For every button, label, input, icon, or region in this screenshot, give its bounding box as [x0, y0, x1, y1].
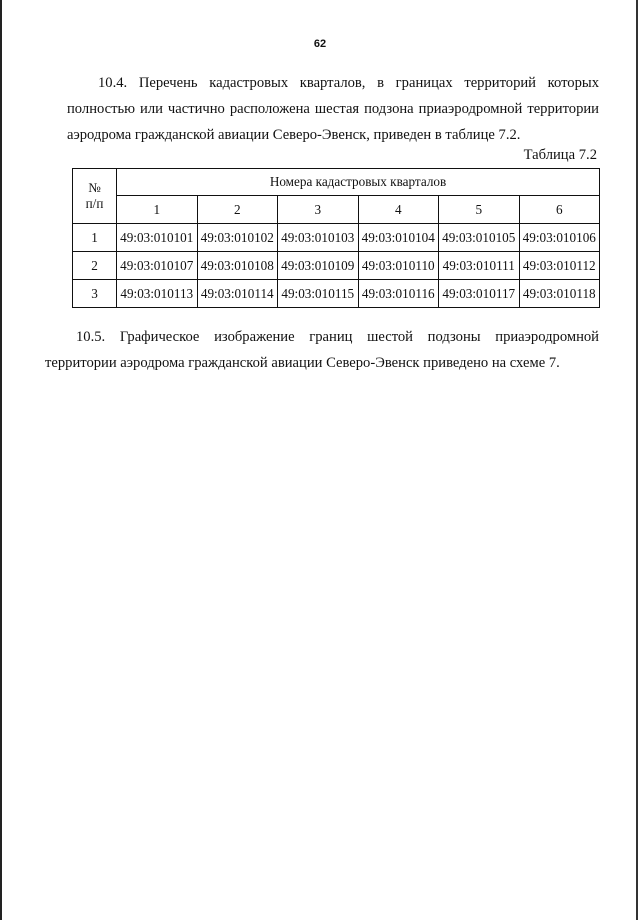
row-number: 3	[73, 280, 117, 308]
subheader-cell: 4	[358, 196, 439, 224]
subheader-cell: 6	[519, 196, 600, 224]
subheader-cell: 2	[197, 196, 278, 224]
table-cell: 49:03:010114	[197, 280, 278, 308]
table-cell: 49:03:010112	[519, 252, 600, 280]
table-cell: 49:03:010102	[197, 224, 278, 252]
table-row	[73, 252, 600, 280]
paragraph-10-4-text: 10.4. Перечень кадастровых кварталов, в границах территорий которых полностью или частично расположена шестая подзона приаэродромной территории аэродрома гражданской авиации Северо-Эвенск, приведен в таблице 7.2.	[67, 75, 599, 143]
table-cell: 49:03:010115	[278, 280, 359, 308]
subheader-cell: 1	[117, 196, 198, 224]
subheader-cell: 3	[278, 196, 359, 224]
table-cell: 49:03:010111	[439, 252, 520, 280]
table-row	[73, 280, 600, 308]
table-cell: 49:03:010109	[278, 252, 359, 280]
table-cell: 49:03:010117	[439, 280, 520, 308]
column-header-number	[73, 169, 117, 224]
paragraph-10-5-text: 10.5. Графическое изображение границ шестой подзоны приаэродромной территории аэродрома гражданской авиации Северо-Эвенск приведено на схеме 7.	[45, 329, 599, 371]
table-cell: 49:03:010106	[519, 224, 600, 252]
table-header-row	[73, 169, 600, 196]
table-cell: 49:03:010101	[117, 224, 198, 252]
table-cell: 49:03:010107	[117, 252, 198, 280]
column-header-number-symbol: №	[88, 180, 101, 195]
table-cell: 49:03:010104	[358, 224, 439, 252]
paragraph-10-4	[67, 70, 599, 148]
column-group-header: Номера кадастровых кварталов	[117, 169, 600, 196]
table-row	[73, 224, 600, 252]
page-number: 62	[313, 38, 327, 50]
table-cell: 49:03:010118	[519, 280, 600, 308]
row-number: 1	[73, 224, 117, 252]
cadastral-quarters-table	[72, 168, 600, 308]
scan-border-left	[0, 0, 2, 920]
subheader-cell: 5	[439, 196, 520, 224]
table-subheader-row	[73, 196, 600, 224]
table-cell: 49:03:010113	[117, 280, 198, 308]
table-cell: 49:03:010105	[439, 224, 520, 252]
paragraph-10-5	[45, 324, 599, 376]
table-cell: 49:03:010110	[358, 252, 439, 280]
table-cell: 49:03:010108	[197, 252, 278, 280]
row-number: 2	[73, 252, 117, 280]
table-cell: 49:03:010103	[278, 224, 359, 252]
table-caption: Таблица 7.2	[523, 147, 597, 163]
scan-border-right	[636, 0, 638, 920]
table-cell: 49:03:010116	[358, 280, 439, 308]
column-header-number-abbr: п/п	[85, 196, 104, 211]
